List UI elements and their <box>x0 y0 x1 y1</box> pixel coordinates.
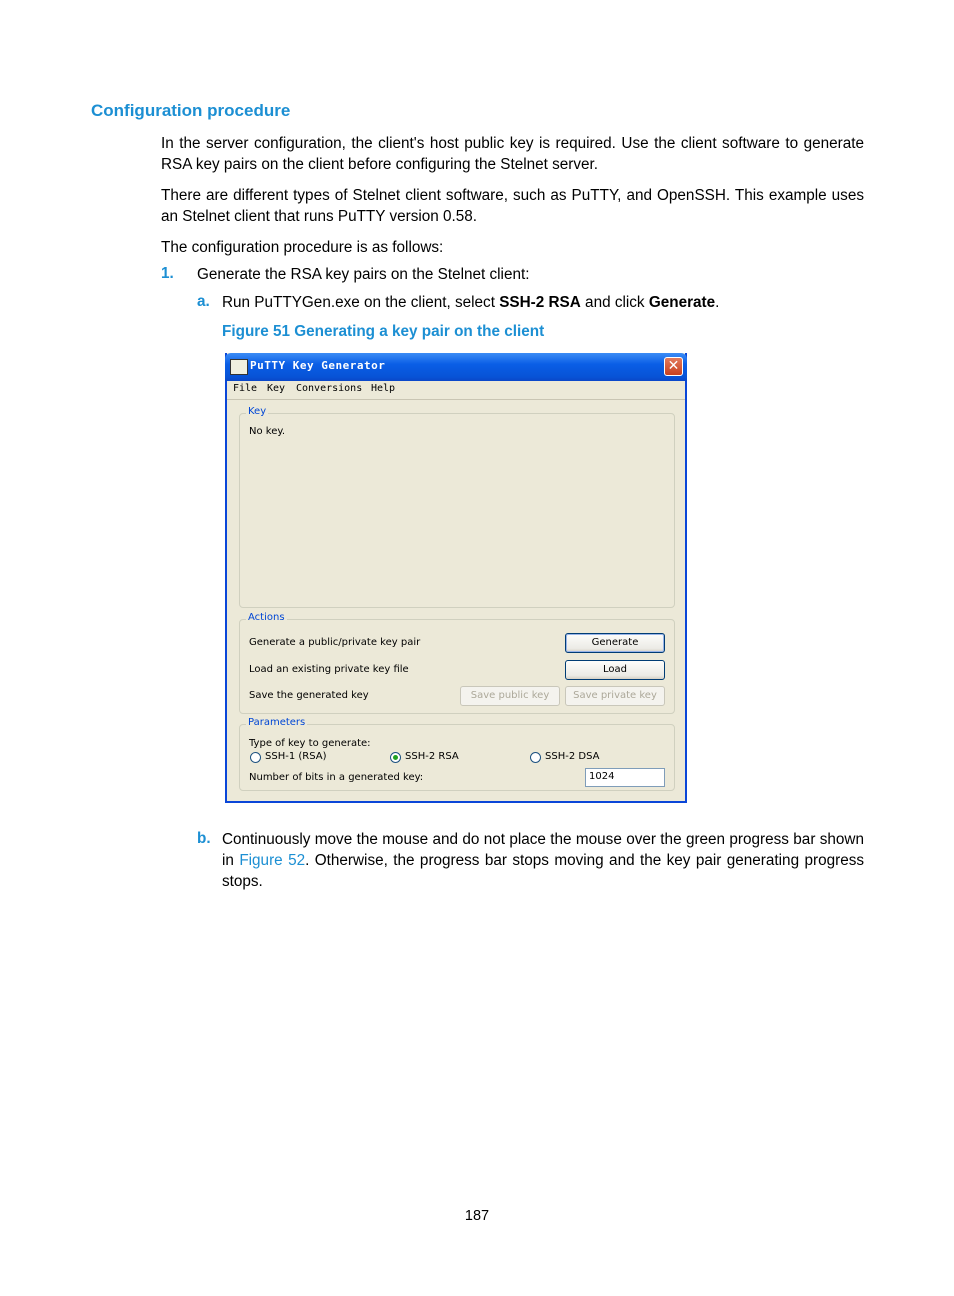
load-row-label: Load an existing private key file <box>249 664 409 675</box>
step-a-bold-ssh2rsa: SSH-2 RSA <box>499 294 581 311</box>
paragraph-intro: In the server configuration, the client's host public key is required. Use the client software to generate RSA key pairs on the client before configuring the Stelnet server. <box>161 135 864 173</box>
key-type-label: Type of key to generate: <box>249 738 371 749</box>
radio-ssh1-rsa-label[interactable]: SSH-1 (RSA) <box>265 751 327 762</box>
figure-caption: Figure 51 Generating a key pair on the client <box>222 323 545 340</box>
putty-app-icon <box>230 359 248 375</box>
menu-conversions[interactable]: Conversions <box>296 383 363 394</box>
step-a-bold-generate: Generate <box>648 294 716 311</box>
step-a-text <box>222 292 719 313</box>
step-a-text-mid: and click <box>580 294 649 311</box>
section-heading: Configuration procedure <box>91 101 291 120</box>
parameters-group <box>239 717 675 791</box>
paragraph-client-software: There are different types of Stelnet client software, such as PuTTY, and OpenSSH. This example uses an Stelnet client that runs PuTTY version 0.58. <box>161 187 864 225</box>
figure-52-link[interactable]: Figure 52 <box>239 852 306 869</box>
step-b-text <box>222 829 864 892</box>
actions-group-label: Actions <box>248 612 285 623</box>
radio-ssh1-rsa[interactable] <box>250 752 261 763</box>
close-icon: ✕ <box>667 358 680 374</box>
save-row-label: Save the generated key <box>249 690 369 701</box>
save-private-key-button[interactable]: Save private key <box>565 686 665 706</box>
step-1-number: 1. <box>161 265 174 282</box>
step-b-number: b. <box>197 830 211 847</box>
actions-group <box>239 612 675 714</box>
step-b-text-after: . Otherwise, the progress bar stops moving and the key pair generating progress stops. <box>222 852 864 890</box>
step-b-text-before: Continuously move the mouse and do not place the mouse over the green progress bar shown in <box>222 831 864 869</box>
generate-row-label: Generate a public/private key pair <box>249 637 421 648</box>
parameters-group-label: Parameters <box>248 717 306 728</box>
step-a-text-end: . <box>715 294 720 311</box>
page-number: 187 <box>464 1208 490 1224</box>
key-status-text: No key. <box>249 426 286 437</box>
radio-ssh2-dsa[interactable] <box>530 752 541 763</box>
menu-key[interactable]: Key <box>267 383 286 394</box>
radio-ssh2-rsa-label[interactable]: SSH-2 RSA <box>405 751 459 762</box>
key-bits-label: Number of bits in a generated key: <box>249 772 424 783</box>
save-public-key-button[interactable]: Save public key <box>460 686 560 706</box>
close-button[interactable] <box>664 357 683 376</box>
key-group-label: Key <box>248 406 267 417</box>
radio-ssh2-dsa-label[interactable]: SSH-2 DSA <box>545 751 600 762</box>
step-a-text-before: Run PuTTYGen.exe on the client, select <box>222 294 500 311</box>
load-button[interactable]: Load <box>565 660 665 680</box>
menu-bar <box>227 381 685 400</box>
step-1-text: Generate the RSA key pairs on the Stelnet client: <box>197 266 530 283</box>
radio-ssh2-rsa[interactable] <box>390 752 401 763</box>
generate-button[interactable]: Generate <box>565 633 665 653</box>
menu-help[interactable]: Help <box>371 383 396 394</box>
window-title: PuTTY Key Generator <box>250 359 386 372</box>
paragraph-procedure-intro: The configuration procedure is as follows: <box>161 239 444 256</box>
key-bits-input[interactable]: 1024 <box>585 768 665 787</box>
menu-file[interactable]: File <box>233 383 258 394</box>
putty-window <box>225 353 687 803</box>
window-titlebar[interactable] <box>225 353 687 381</box>
step-a-number: a. <box>197 293 210 310</box>
key-group <box>239 406 675 608</box>
